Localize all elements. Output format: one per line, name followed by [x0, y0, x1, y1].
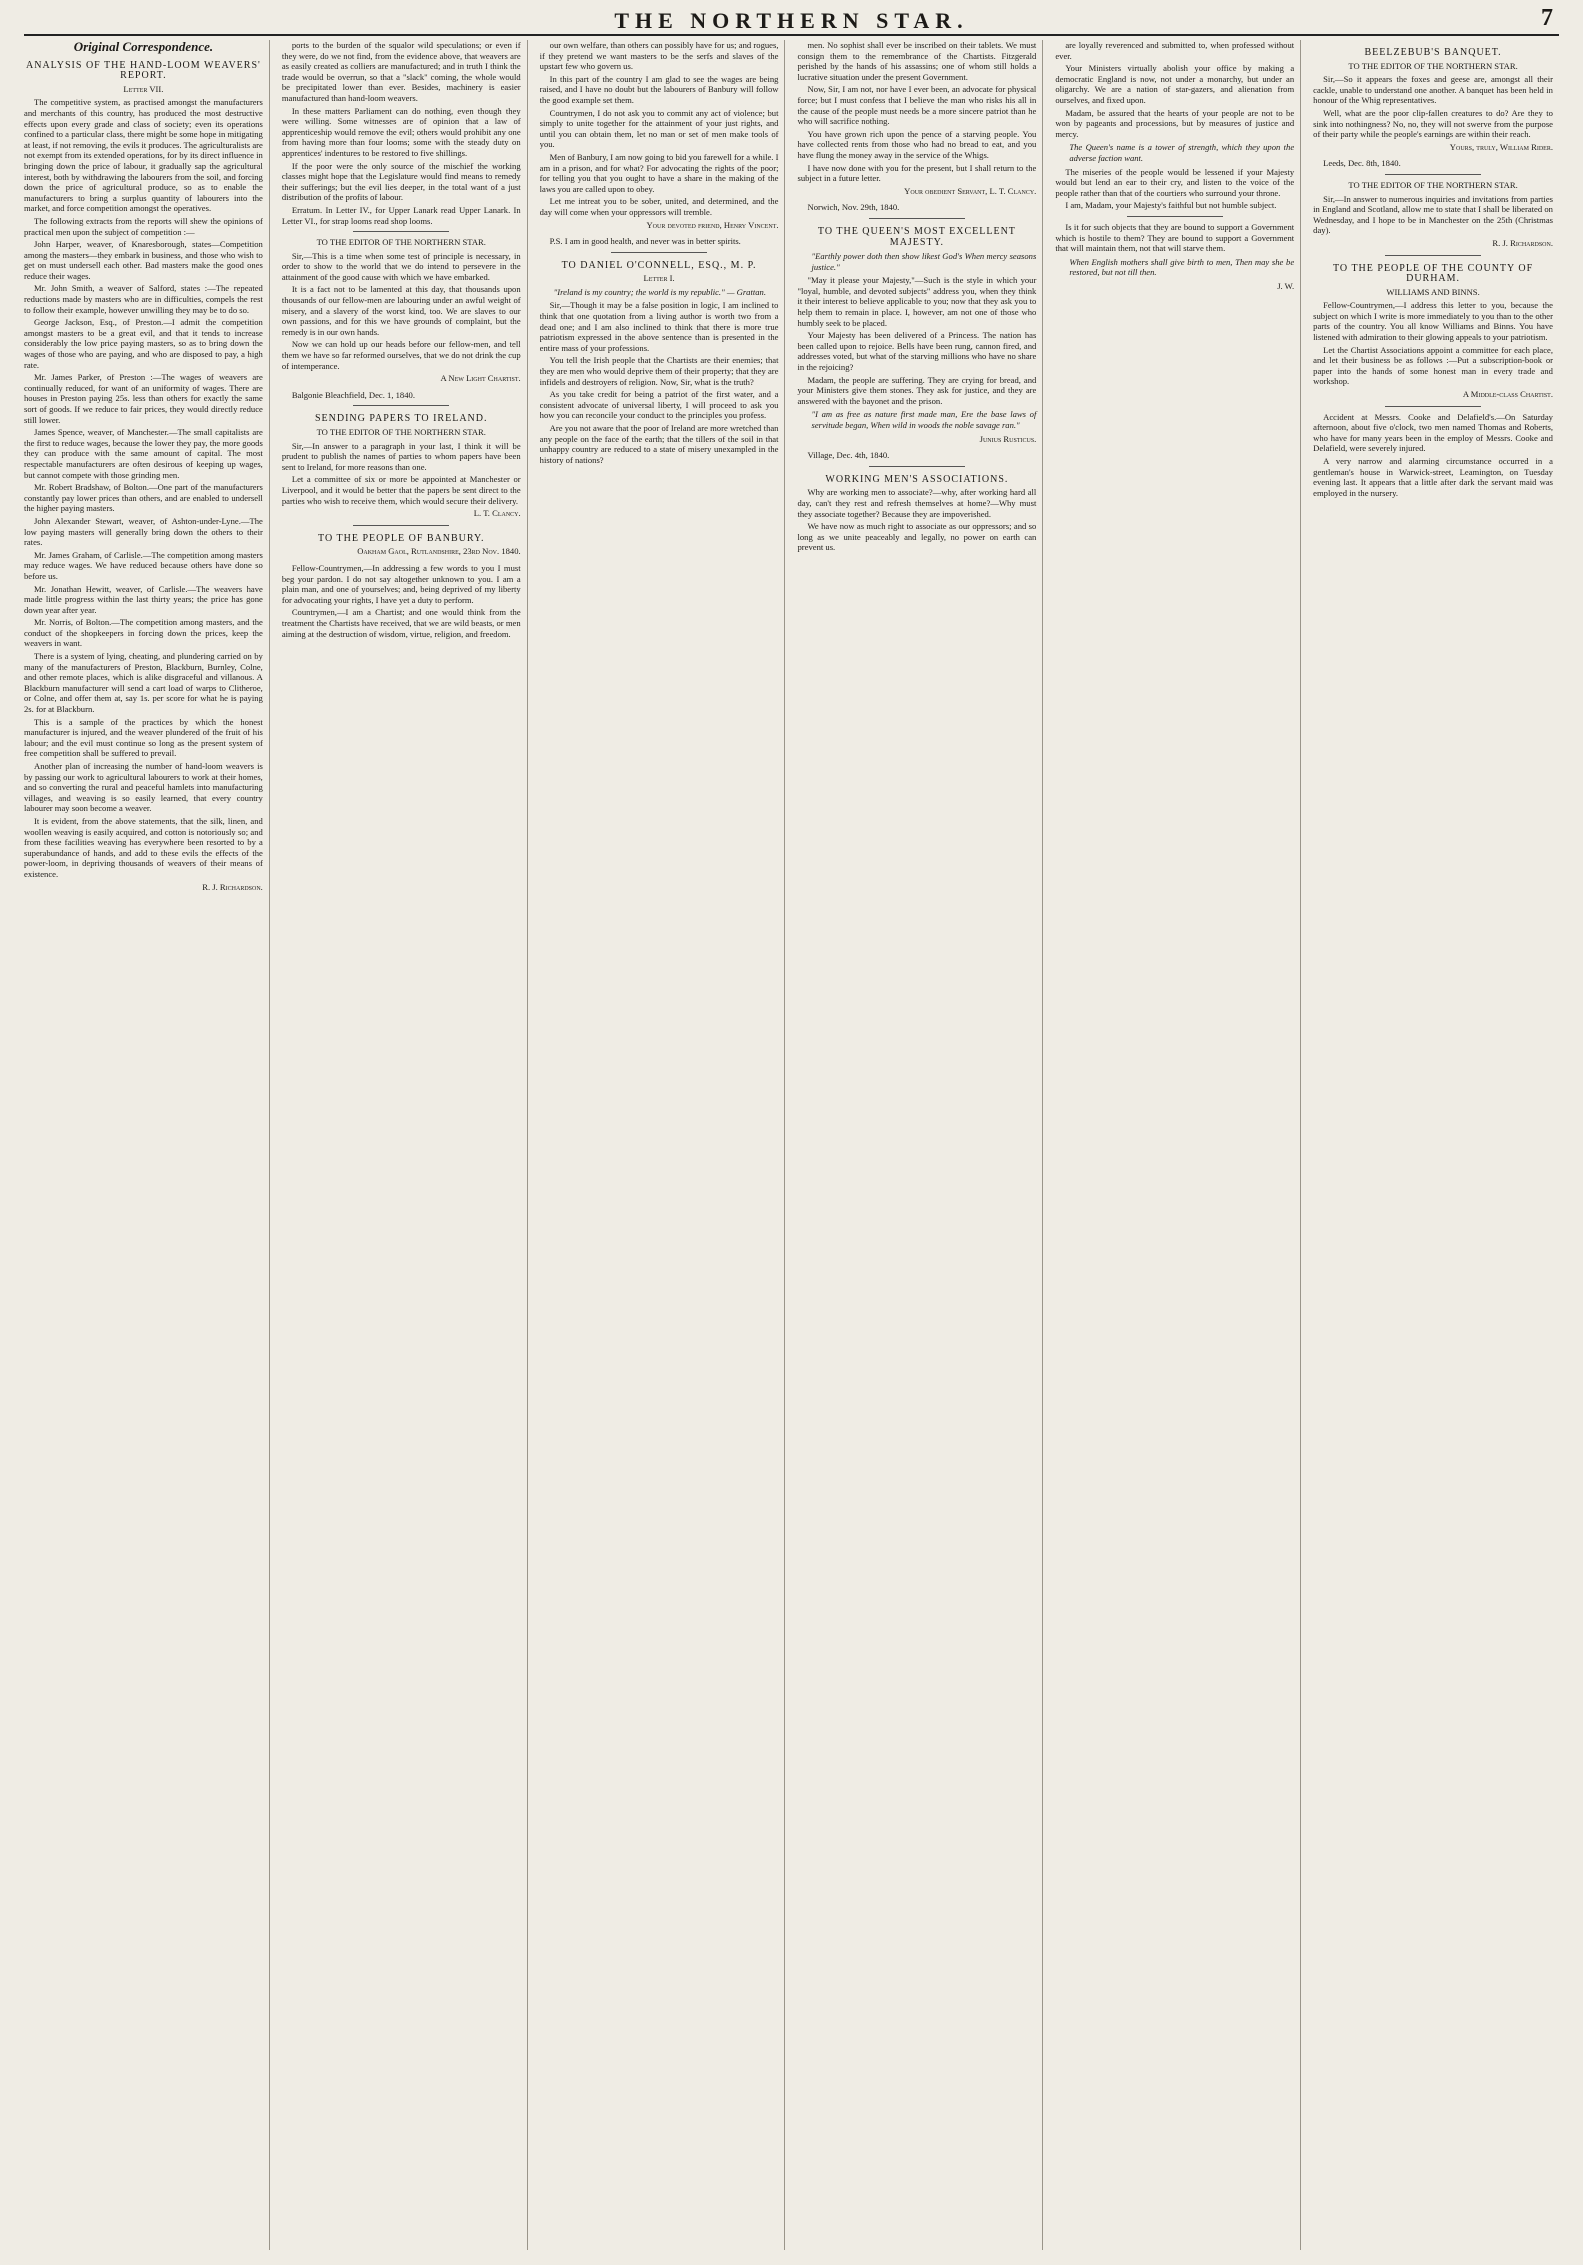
place-date: Balgonie Bleachfield, Dec. 1, 1840.	[291, 389, 415, 400]
paragraph: are loyally reverenced and submitted to, when professed without ever.	[1055, 40, 1295, 61]
paragraph: Why are working men to associate?—why, after working hard all day, can't they rest and refresh themselves at home?—Why must they associate together? Because they are impoverished.	[797, 487, 1037, 519]
divider	[1385, 406, 1481, 407]
paragraph: Let a committee of six or more be appointed at Manchester or Liverpool, and it would be better that the papers be sent direct to the parties who wish to receive them, which would secure their delivery.	[281, 474, 521, 506]
column-3	[540, 40, 786, 2250]
divider	[353, 525, 449, 526]
place-date: Leeds, Dec. 8th, 1840.	[1323, 158, 1401, 169]
article-title: ANALYSIS OF THE HAND-LOOM WEAVERS' REPORT.	[26, 59, 261, 82]
column-1	[24, 40, 270, 2250]
section-header: Original Correspondence.	[73, 40, 214, 54]
paragraph: "May it please your Majesty,"—Such is the style in which your "loyal, humble, and devoted subjects" address you, when they think it their interest to believe applicable to you; now that they ask you to help them to remain in place. I, however, am not one of those who humbly seek to be placed.	[797, 275, 1037, 328]
letter-heading: TO THE EDITOR OF THE NORTHERN STAR.	[316, 427, 486, 437]
column-4	[797, 40, 1043, 2250]
article-title: TO THE PEOPLE OF THE COUNTY OF DURHAM.	[1332, 262, 1534, 285]
paragraph: Countrymen,—I am a Chartist; and one would think from the treatment the Chartists have received, that we are wild beasts, or men aiming at the destruction of wisdom, virtue, religion, and freedom.	[281, 607, 521, 639]
column-5	[1055, 40, 1301, 2250]
paragraph: Countrymen, I do not ask you to commit any act of violence; but simply to unite together for the attainment of your just rights, and until you can obtain them, let no man or set of men make tools of you.	[539, 107, 779, 150]
signature: L. T. Clancy.	[473, 508, 521, 519]
signature: R. J. Richardson.	[202, 881, 263, 892]
paragraph: men. No sophist shall ever be inscribed on their tablets. We must consign them to the remembrance of the Chartists. Fitzgerald perished by the hands of his assassins; one of whom still holds a lucrative situation under the present Government.	[797, 40, 1037, 82]
divider	[353, 231, 449, 232]
signature: Your obedient Servant, L. T. Clancy.	[904, 185, 1037, 196]
paragraph: Sir,—In answer to numerous inquiries and invitations from parties in England and Scotland, allow me to state that I shall be liberated on Wednesday, and I hope to be in Manchester on the 25th (Christmas day).	[1313, 193, 1553, 236]
paragraph: Are you not aware that the poor of Ireland are more wretched than any people on the face of the earth; that the tillers of the soil in that unhappy country are reduced to a state of misery unexampled in the history of nations?	[539, 423, 779, 465]
place-date: Oakham Gaol, Rutlandshire, 23rd Nov. 1840.	[357, 546, 521, 557]
paragraph: Is it for such objects that they are bound to support a Government which is hostile to them? They are bound to support a Government that will maintain them, not that will starve them.	[1055, 221, 1295, 254]
postscript: P.S. I am in good health, and never was in better spirits.	[549, 236, 741, 247]
paragraph: Mr. Norris, of Bolton.—The competition among masters, and the conduct of the shopkeepers in forcing down the prices, keep the weavers in want.	[24, 617, 263, 649]
verse-quote: When English mothers shall give birth to men, Then may she be restored, but not till then.	[1069, 256, 1295, 278]
verse-quote: The Queen's name is a tower of strength, which they upon the adverse faction want.	[1069, 142, 1295, 163]
erratum-text: In Letter IV., for Upper Lanark read Upper Lanark. In Letter VI., for strap looms read shop looms.	[281, 204, 521, 226]
page-columns	[24, 40, 1559, 2250]
letter-heading: TO THE EDITOR OF THE NORTHERN STAR.	[1348, 60, 1518, 71]
paragraph: Mr. Robert Bradshaw, of Bolton.—One part of the manufacturers constantly pay lower prices than others, and are enabled to undersell the higher paying masters.	[24, 482, 263, 514]
erratum-label: Erratum.	[291, 204, 323, 215]
divider	[611, 252, 707, 253]
column-2	[282, 40, 528, 2250]
paragraph: Sir,—In answer to a paragraph in your last, I think it will be prudent to publish the names of parties to whom papers have been sent to Ireland, for more reasons than one.	[281, 440, 521, 472]
paragraph: Fellow-Countrymen,—In addressing a few words to you I must beg your pardon. I do not say altogether unknown to you. I am a plain man, and one of yourselves; and, being deprived of my liberty for advocating your rights, I have yet a duty to perform.	[281, 562, 521, 605]
paragraph: It is evident, from the above statements, that the silk, linen, and woollen weaving is easily acquired, and cotton is notoriously so; and from these facilities weaving has everywhere been resorted to by a superabundance of hands, and add to these evils the effects of the power-loom, in depriving thousands of weavers of their means of existence.	[24, 815, 263, 879]
place-date: Norwich, Nov. 29th, 1840.	[807, 202, 900, 213]
paragraph: Madam, be assured that the hearts of your people are not to be won by pageants and processions, but by measures of justice and mercy.	[1055, 107, 1295, 139]
epigraph: "Ireland is my country; the world is my republic." — Grattan.	[553, 286, 766, 297]
paragraph: Well, what are the poor clip-fallen creatures to do? Are they to sink into nothingness? No, no, they will not swerve from the purpose of their party while the people's earnings are within their reach.	[1313, 107, 1553, 140]
place-date: Village, Dec. 4th, 1840.	[807, 450, 890, 461]
paragraph: This is a sample of the practices by which the honest manufacturer is injured, and the weaver plundered of the fruit of his labour; and the evil must continue so long as the present system of free competition shall be suffered to prevail.	[24, 716, 263, 759]
article-title: TO THE PEOPLE OF BANBURY.	[318, 532, 485, 544]
paragraph: The following extracts from the reports will shew the opinions of practical men upon the subject of competition :—	[24, 215, 263, 237]
erratum	[282, 205, 521, 226]
page-number: 7	[1541, 5, 1553, 31]
signature: R. J. Richardson.	[1492, 237, 1553, 248]
epigraph: "Earthly power doth then show likest God's When mercy seasons justice."	[811, 251, 1037, 272]
divider	[1385, 174, 1481, 175]
paragraph: We have now as much right to associate as our oppressors; and so long as we unite peaceably and legally, no power on earth can prevent us.	[797, 521, 1037, 553]
paragraph: I am, Madam, your Majesty's faithful but not humble subject.	[1065, 200, 1277, 211]
column-6	[1313, 40, 1559, 2250]
paragraph: Mr. Jonathan Hewitt, weaver, of Carlisle.—The weavers have made little progress within the last thirty years; the price has gone down year after year.	[24, 583, 263, 615]
paragraph: John Harper, weaver, of Knaresborough, states—Competition among the masters—they embark in business, and those who wish to get on must undersell each other. Bad masters make the good ones reduce their wages.	[24, 239, 263, 281]
paragraph: In this part of the country I am glad to see the wages are being raised, and I have no doubt but the labourers of Banbury will follow the good example set them.	[539, 73, 779, 105]
article-title: TO DANIEL O'CONNELL, ESQ., M. P.	[561, 259, 757, 271]
verse-quote: "I am as free as nature first made man, Ere the base laws of servitude began, When wild in woods the noble savage ran."	[811, 409, 1037, 430]
article-title: BEELZEBUB'S BANQUET.	[1364, 47, 1502, 58]
divider	[1385, 255, 1481, 256]
paragraph: I have now done with you for the present, but I shall return to the subject in a future letter.	[797, 162, 1037, 184]
letter-number: Letter VII.	[123, 83, 164, 94]
article-subtitle: WILLIAMS AND BINNS.	[1386, 286, 1480, 297]
paragraph: The miseries of the people would be lessened if your Majesty would but lend an ear to their cry, and listen to the voice of the people rather than that of the courtiers who surround your throne.	[1055, 166, 1295, 198]
signature: Your devoted friend, Henry Vincent.	[646, 219, 779, 230]
signature: A Middle-class Chartist.	[1462, 389, 1553, 400]
paragraph: Your Majesty has been delivered of a Princess. The nation has been called upon to rejoice. Bells have been rung, cannon fired, and addresses voted, but what of the starving millions who have no share in the rejoicing?	[797, 330, 1037, 373]
paragraph: Accident at Messrs. Cooke and Delafield's.—On Saturday afternoon, about five o'clock, two men named Thomas and Roberts, who have for many years been in the employ of Messrs. Cooke and Delafield, were severely injured.	[1313, 411, 1553, 454]
paragraph: James Spence, weaver, of Manchester.—The small capitalists are the first to reduce wages, because the lower they pay, the more goods they can produce with the same amount of capital. The most respectable manufacturers are often desirous of keeping up wages, but cannot compete with those grinding men.	[24, 427, 263, 480]
article-title: SENDING PAPERS TO IRELAND.	[314, 413, 488, 425]
signature: Yours, truly, William Rider.	[1449, 141, 1553, 152]
signature: Junius Rusticus.	[979, 433, 1037, 444]
paragraph: ports to the burden of the squalor wild speculations; or even if they were, do we not find, from the evidence above, that weavers are as easily created as colliers are manufactured; and in truth I think the trade would be overrun, so that a "slack" coming, the whole would be precipitated lower than ever. Besides, machinery is easier manufactured than hand-loom weavers.	[281, 40, 521, 103]
divider	[869, 466, 965, 467]
paragraph: Mr. John Smith, a weaver of Salford, states :—The repeated reductions made by masters who are in difficulties, compels the rest to follow their example, however unwilling they may be to do so.	[24, 283, 263, 315]
letter-heading: TO THE EDITOR OF THE NORTHERN STAR.	[1348, 179, 1518, 190]
paragraph: You tell the Irish people that the Chartists are their enemies; that they are men who would deprive them of their property; that they are infidels and destroyers of religion. Now, Sir, what is the truth?	[539, 355, 779, 387]
paragraph: As you take credit for being a patriot of the first water, and a consistent advocate of universal liberty, I will proceed to ask you how you can reconcile your conduct to the principles you profess.	[539, 389, 779, 421]
paragraph: Your Ministers virtually abolish your office by making a democratic England is now, not under a monarchy, but under an oligarchy. We are a nation of star-gazers, and alienation from ourselves, and fixed upon.	[1055, 63, 1295, 105]
divider	[869, 218, 965, 219]
newspaper-title: THE NORTHERN STAR.	[614, 8, 969, 33]
paragraph: our own welfare, than others can possibly have for us; and rogues, if they pretend we want masters to be the serfs and slaves of the upstart few who govern us.	[539, 40, 779, 72]
paragraph: There is a system of lying, cheating, and plundering carried on by many of the manufacturers of Preston, Blackburn, Burnley, Colne, and other remote places, which is alike disgraceful and villanous. A Blackburn manufacturer will send a cart load of warps to Clitheroe, or Colne, and offer them at, say 1s. per score for what he is paying 2s. for at Blackburn.	[24, 651, 263, 715]
paragraph: John Alexander Stewart, weaver, of Ashton-under-Lyne.—The low paying masters will generally bring down the others to their rates.	[24, 515, 263, 548]
article-title: TO THE QUEEN'S MOST EXCELLENT MAJESTY.	[817, 225, 1016, 248]
paragraph: Now we can hold up our heads before our fellow-men, and tell them we have so far reformed ourselves, that we do not drink the cup of intemperance.	[281, 339, 521, 371]
paragraph: George Jackson, Esq., of Preston.—I admit the competition amongst masters to be a great evil, and that it tends to increase considerably the low price paying masters, so as to bring down the wages of those who are paying, and who are disposed to pay, a high rate.	[24, 317, 263, 370]
paragraph: Another plan of increasing the number of hand-loom weavers is by passing our work to agricultural labourers to work at their homes, and so converting the rural and peaceful hamlets into manufacturing villages, and weaving is so easily learned, that every country labourer may soon become a weaver.	[24, 761, 263, 814]
paragraph: The competitive system, as practised amongst the manufacturers and merchants of this country, has produced the most destructive effects upon every grade and class of society; even its operations confined to a particular class, there might be some hope in mitigating at least, if not removing, the evils it produces. The agriculturalists are not exempt from its extended operations, for by its direct influence in bringing down the price of labour, it gradually sap the agricultural interest, both by withdrawing the labourers from the soil, and forcing down the price of agricultural produce, so as to enable the manufacturers to bring a surplus quantity of labourers into the market, and force competition amongst the operatives.	[24, 97, 263, 214]
paragraph: Sir,—Though it may be a false position in logic, I am inclined to think that one quotation from a living author is worth two from a dead one; and I am also inclined to think that there is more true patriotism expressed in the above sentence than is presented in the entire mass of your professions.	[539, 300, 779, 353]
divider	[353, 405, 449, 406]
paragraph: It is a fact not to be lamented at this day, that thousands upon thousands of our fellow-men are labouring under an awful weight of misery, and a slavery of the worst kind, too. We are slaves to our own passions, and for this we have grounds of complaint, but the remedy is in our own hands.	[281, 284, 521, 337]
paragraph: Let me intreat you to be sober, united, and determined, and the day will come when your oppressors will tremble.	[539, 196, 779, 217]
masthead	[24, 5, 1559, 36]
divider	[1127, 216, 1223, 217]
paragraph: Sir,—This is a time when some test of principle is necessary, in order to show to the world that we do intend to persevere in the attainment of the good cause with which we have embarked.	[281, 250, 521, 282]
paragraph: Fellow-Countrymen,—I address this letter to you, because the subject on which I write is more immediately to you than to the other parts of the country. You all know Williams and Binns. You have listened with admiration to their glowing appeals to your patriotism.	[1313, 300, 1553, 343]
paragraph: You have grown rich upon the pence of a starving people. You have collected rents from those who had no bread to eat, and you have flung the money away in the service of the Whigs.	[797, 128, 1037, 160]
paragraph: Let the Chartist Associations appoint a committee for each place, and let their business be as follows :—Put a subscription-book or paper into the hands of some honest man in every trade and workshop.	[1313, 344, 1553, 387]
article-title: WORKING MEN'S ASSOCIATIONS.	[825, 473, 1009, 485]
paragraph: A very narrow and alarming circumstance occurred in a gentleman's house in Warwick-street, Leamington, on Tuesday evening last. It appears that a little after dark the servant maid was employed in the nursery.	[1313, 456, 1553, 498]
signature: J. W.	[1277, 280, 1295, 291]
paragraph: Madam, the people are suffering. They are crying for bread, and your Ministers give them stones. They ask for justice, and they are answered with the bayonet and the prison.	[797, 374, 1037, 406]
paragraph: In these matters Parliament can do nothing, even though they were willing. Some witnesses are of opinion that a law of apprenticeship would remove the evil; others would prohibit any one from having more than four looms; some with the steady duty on apprentices' indentures to be restored to five shillings.	[281, 105, 521, 158]
letter-heading: TO THE EDITOR OF THE NORTHERN STAR.	[316, 237, 486, 248]
paragraph: Mr. James Graham, of Carlisle.—The competition among masters may reduce wages. We have reduced because others have done so before us.	[24, 549, 263, 581]
paragraph: Mr. James Parker, of Preston :—The wages of weavers are continually reduced, for want of an uniformity of wages. There are houses in Preston paying 25s. less than others for exactly the same sort of goods. If we reduce to fair prices, they would directly reduce still lower.	[24, 372, 263, 425]
signature: A New Light Chartist.	[440, 373, 521, 384]
paragraph: Now, Sir, I am not, nor have I ever been, an advocate for physical force; but I must confess that I believe the man who risks his all in the cause of the people must needs be a more sincere patriot than he who will sacrifice nothing.	[797, 84, 1037, 127]
paragraph: If the poor were the only source of the mischief the working classes might hope that the Legislature would find means to remedy their sufferings; but the evil lies deeper, in the total want of a just distribution of the profits of labour.	[281, 160, 521, 203]
letter-number: Letter I.	[643, 273, 675, 284]
paragraph: Sir,—So it appears the foxes and geese are, amongst all their cackle, unable to understand one another. A banquet has been held in honour of the Whig representatives.	[1313, 74, 1553, 106]
paragraph: Men of Banbury, I am now going to bid you farewell for a while. I am in a prison, and for what? For advocating the rights of the poor; for telling you that you ought to have a share in the making of the laws you are called upon to obey.	[539, 151, 779, 194]
